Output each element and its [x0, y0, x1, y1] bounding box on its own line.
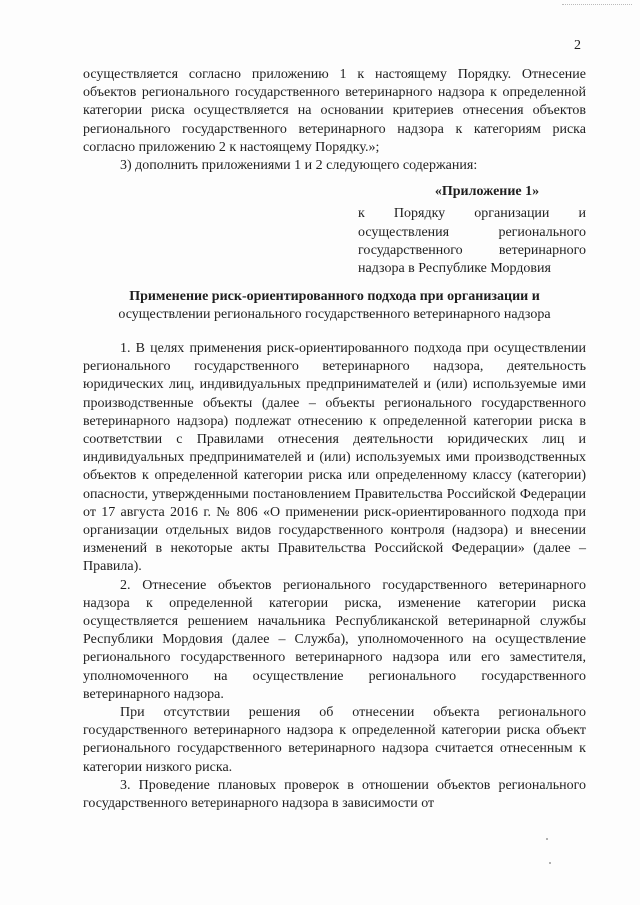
main-text — [83, 340, 586, 813]
paragraph-4: 3. Проведение плановых проверок в отношении объектов регионального государственного ветеринарного надзора в зависимости от — [83, 777, 586, 812]
intro-text — [83, 66, 586, 175]
heading-line-1: Применение риск-ориентированного подхода при организации и — [129, 289, 540, 304]
heading-line-2: осуществлении регионального государственного ветеринарного надзора — [118, 307, 551, 323]
intro-paragraph-2: 3) дополнить приложениями 1 и 2 следующего содержания: — [120, 158, 478, 174]
page-number: 2 — [574, 38, 581, 53]
scan-speck — [546, 838, 548, 840]
intro-paragraph-1: осуществляется согласно приложению 1 к настоящему Порядку. Отнесение объектов регионального государственного ветеринарного надзора к определенной категории риска осуществляется на основании критериев отнесения объектов регионального государственного ветеринарного надзора к категориям риска согласно приложению 2 к настоящему Порядку.»; — [83, 67, 586, 155]
appendix-header — [358, 183, 586, 278]
appendix-subtitle: к Порядку организации и осуществления регионального государственного ветеринарного надзора в Республике Мордовия — [358, 206, 586, 277]
scan-speck — [549, 862, 551, 864]
paragraph-1: 1. В целях применения риск-ориентированного подхода при осуществлении регионального государственного ветеринарного надзора, деятельность юридических лиц, индивидуальных предпринимателей и (или) используемые ими производственные объекты (далее – объекты регионального государственного ветеринарного надзора) подлежат отнесению к определенной категории риска в соответствии с Правилами отнесения деятельности юридических лиц и индивидуальных предпринимателей и (или) используемых ими производственных объектов к определенной категории риска или определенному классу (категории) опасности, утвержденными постановлением Правительства Российской Федерации от 17 августа 2016 г. № 806 «О применении риск-ориентированного подхода при организации отдельных видов государственного контроля (надзора) и внесении изменений в некоторые акты Правительства Российской Федерации» (далее – Правила). — [83, 341, 586, 575]
section-heading — [83, 288, 586, 325]
scan-artifact — [562, 4, 632, 8]
appendix-title: «Приложение 1» — [434, 184, 540, 199]
paragraph-2: 2. Отнесение объектов регионального государственного ветеринарного надзора к определенной категории риска, изменение категории риска осуществляется решением начальника Республиканской ветеринарной службы Республики Мордовия (далее – Служба), уполномоченного на осуществление регионального государственного ветеринарного надзора или его заместителя, уполномоченного на осуществление регионального государственного ветеринарного надзора. — [83, 577, 586, 702]
paragraph-3: При отсутствии решения об отнесении объекта регионального государственного ветеринарного надзора к определенной категории риска объект регионального государственного ветеринарного надзора считается отнесенным к категории низкого риска. — [83, 705, 586, 775]
